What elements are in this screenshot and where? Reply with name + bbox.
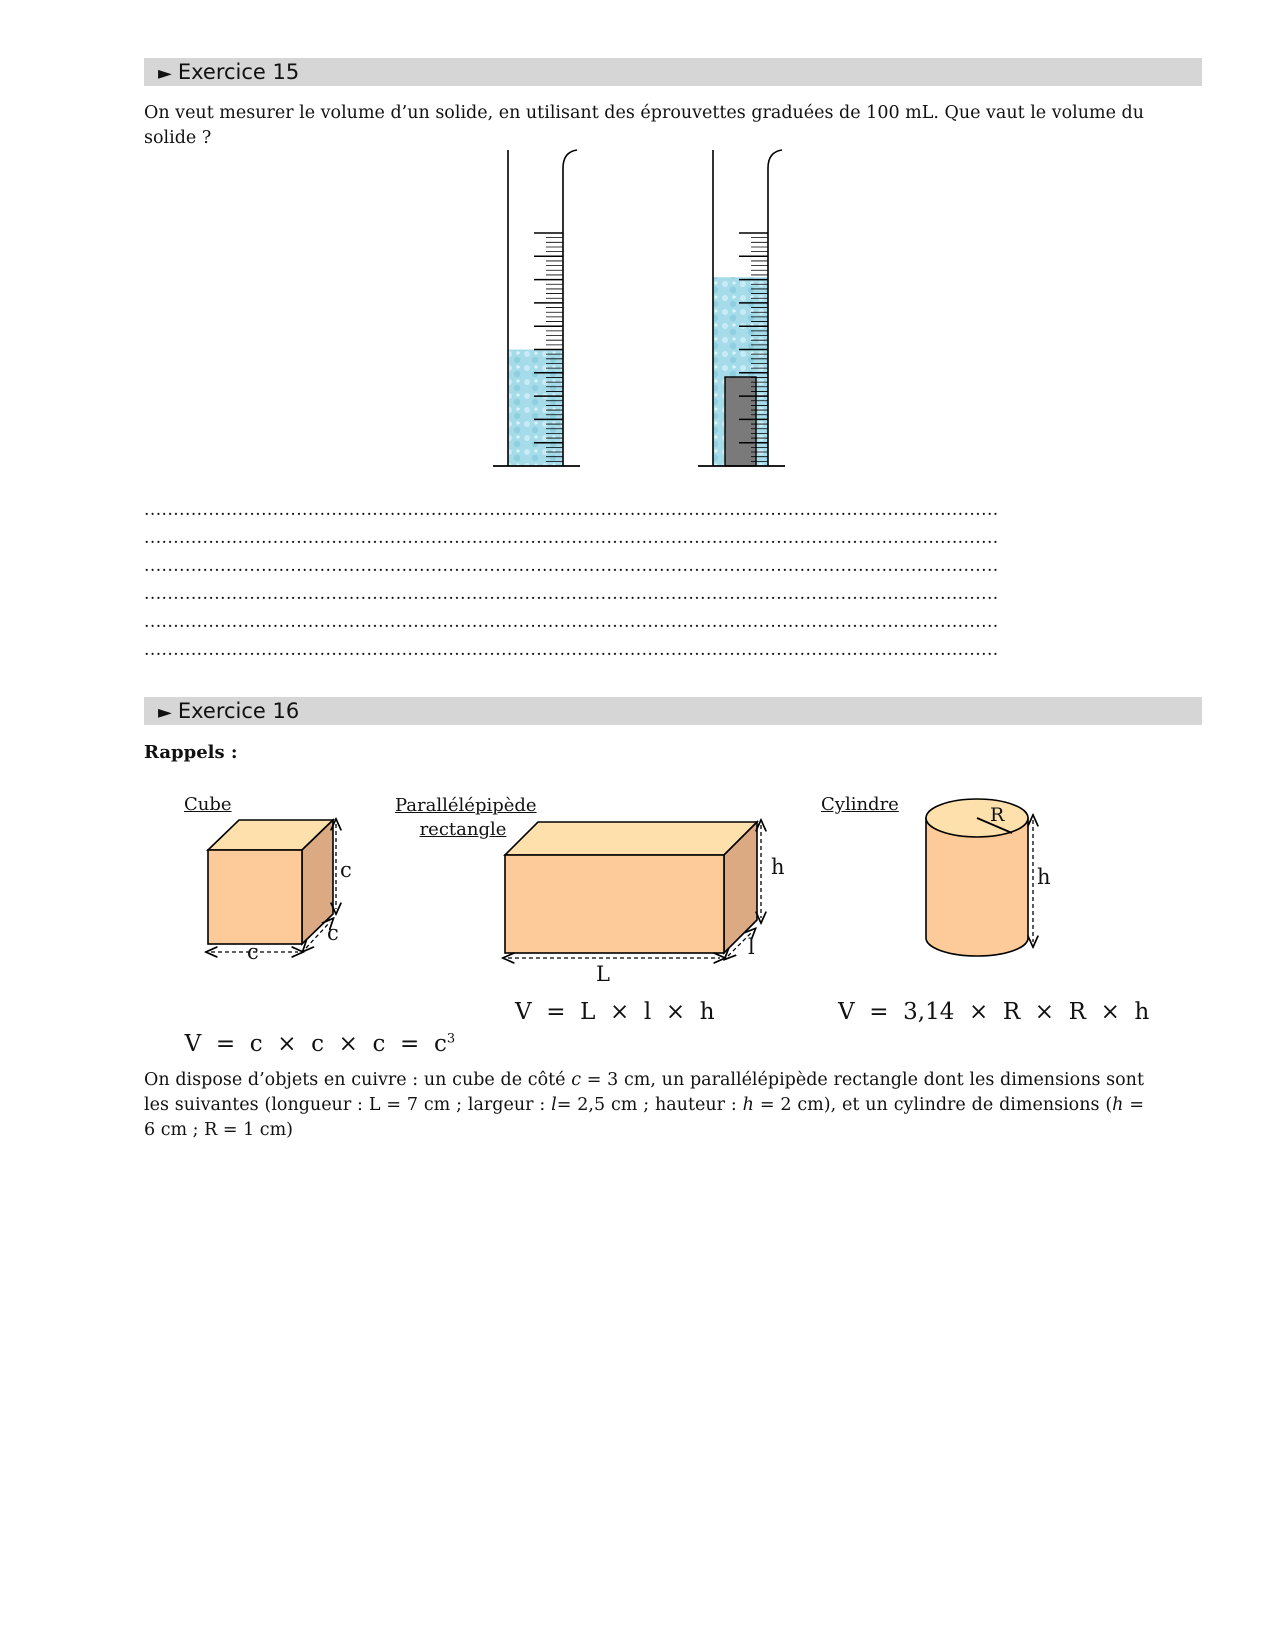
cube-front-face <box>208 850 302 944</box>
exercise-15-title: Exercice 15 <box>177 60 300 84</box>
parallelepiped-dim-h: h <box>771 855 785 879</box>
triangle-marker-icon: ► <box>158 702 172 723</box>
parallelepiped-top-face <box>505 822 757 855</box>
exercise-16-statement: On dispose d’objets en cuivre : un cube de côté c = 3 cm, un parallélépipède rectangle dont les dimensions sont les suivantes (longueur : L = 7 cm ; largeur : l= 2,5 cm ; hauteur : h = 2 cm), et un cylindre de dimensions (h = 6 cm ; R = 1 cm) <box>144 1070 1144 1140</box>
exercise-16-title: Exercice 16 <box>177 699 300 723</box>
answer-line-4[interactable]: .................................................................................................................................................. <box>144 584 999 604</box>
var-c: c <box>571 1070 582 1090</box>
cylinder-dim-h: h <box>1037 865 1051 889</box>
cube-volume-formula <box>170 1005 455 1057</box>
answer-line-3[interactable]: .................................................................................................................................................. <box>144 556 999 576</box>
rappels-heading: Rappels : <box>144 742 238 763</box>
answer-line-2[interactable]: .................................................................................................................................................. <box>144 528 999 548</box>
parallelepiped-label-line1: Parallélépipède <box>395 795 537 816</box>
cube-formula-main: V = c × c × c = c <box>184 1031 447 1057</box>
answer-line-1[interactable]: .................................................................................................................................................. <box>144 500 999 520</box>
var-h: h <box>1112 1095 1124 1115</box>
parallelepiped-label-line2: rectangle <box>419 819 507 840</box>
triangle-marker-icon: ► <box>158 63 172 84</box>
cube-formula-exponent: 3 <box>446 1031 456 1047</box>
var-h: h <box>742 1095 754 1115</box>
parallelepiped-dim-l: l <box>748 935 755 959</box>
parallelepiped-drawing <box>505 822 757 953</box>
exercise-15-question: On veut mesurer le volume d’un solide, en utilisant des éprouvettes graduées de 100 mL. Que vaut le volume du solide ? <box>144 103 1145 148</box>
cylinder-volume-formula: V = 3,14 × R × R × h <box>838 999 1150 1025</box>
cylinder-body <box>926 818 1028 956</box>
parallelepiped-dim-L: L <box>596 962 610 986</box>
answer-line-6[interactable]: .................................................................................................................................................. <box>144 640 999 660</box>
parallelepiped-volume-formula: V = L × l × h <box>515 999 715 1025</box>
cylinder-drawing <box>926 799 1028 956</box>
cylinder-label: Cylindre <box>821 794 899 815</box>
cube-dim-front: c <box>247 940 259 964</box>
cube-dim-depth: c <box>327 921 339 945</box>
cube-label: Cube <box>184 794 232 815</box>
answer-line-5[interactable]: .................................................................................................................................................. <box>144 612 999 632</box>
parallelepiped-front-face <box>505 855 724 953</box>
cube-drawing <box>208 820 333 944</box>
var-l: l <box>551 1095 557 1115</box>
cube-dim-height: c <box>340 858 352 882</box>
cylinder-dim-R: R <box>990 804 1005 826</box>
